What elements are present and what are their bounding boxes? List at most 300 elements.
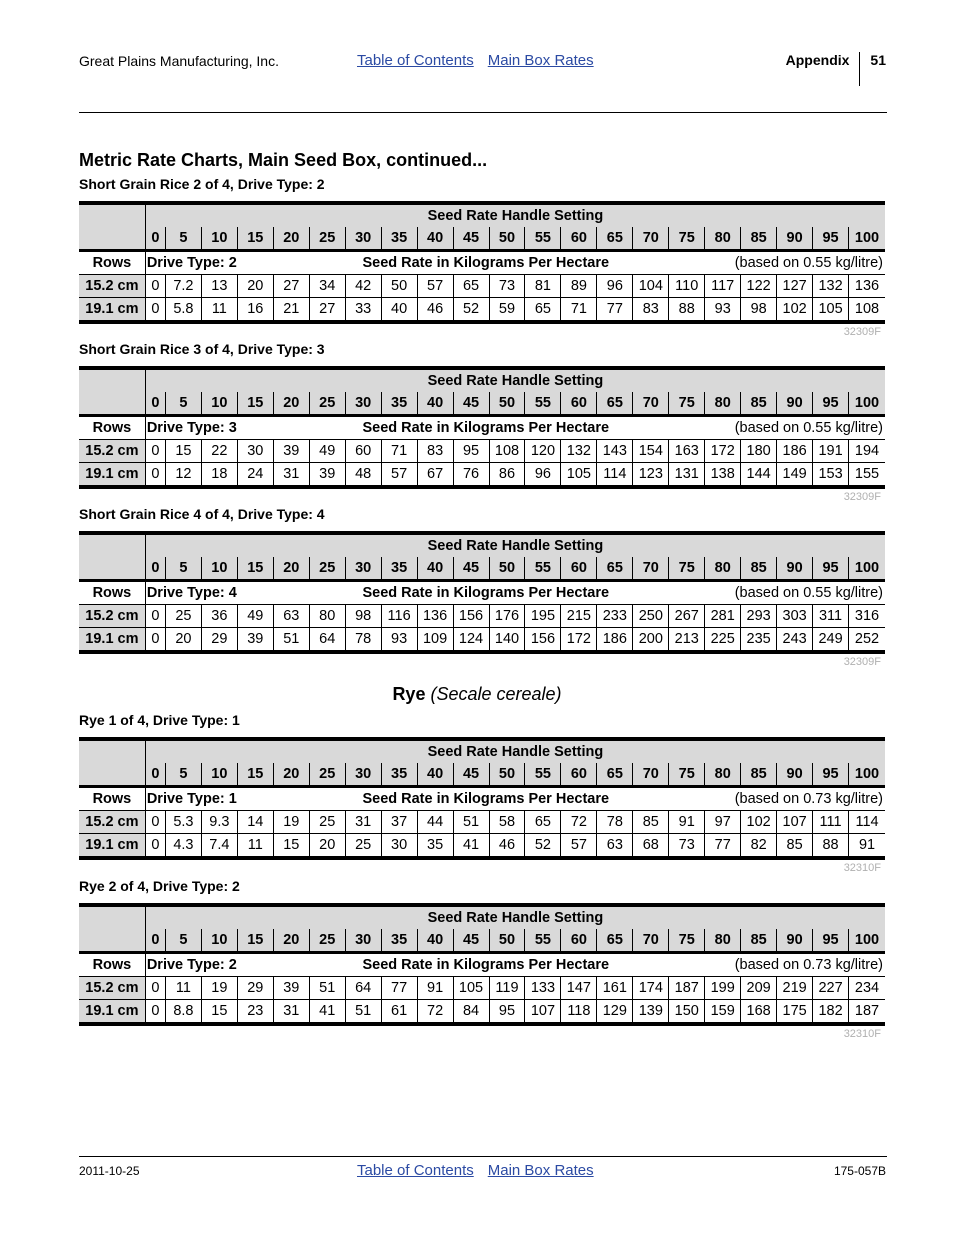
rate-value-cell: 98 — [345, 605, 381, 628]
rate-value-cell: 83 — [417, 440, 453, 463]
rate-value-cell: 27 — [273, 275, 309, 298]
handle-setting-header: 30 — [345, 557, 381, 581]
rate-value-cell: 97 — [705, 811, 741, 834]
rate-value-cell: 51 — [273, 628, 309, 653]
rate-value-cell: 48 — [345, 463, 381, 488]
footer-main-box-rates-link[interactable]: Main Box Rates — [487, 1162, 594, 1179]
rate-value-cell: 0 — [145, 463, 165, 488]
rate-value-cell: 138 — [705, 463, 741, 488]
rate-value-cell: 51 — [453, 811, 489, 834]
rate-value-cell: 114 — [597, 463, 633, 488]
rate-value-cell: 68 — [633, 834, 669, 859]
handle-setting-header: 80 — [705, 557, 741, 581]
handle-setting-header: 15 — [237, 929, 273, 953]
rate-value-cell: 46 — [417, 298, 453, 323]
row-spacing-label: 15.2 cm — [79, 440, 145, 463]
rate-value-cell: 39 — [273, 440, 309, 463]
rate-value-cell: 0 — [145, 298, 165, 323]
handle-setting-header: 85 — [741, 763, 777, 787]
handle-setting-header: 20 — [273, 929, 309, 953]
rate-value-cell: 85 — [777, 834, 813, 859]
handle-setting-header: 10 — [201, 227, 237, 251]
rate-value-cell: 111 — [813, 811, 849, 834]
rate-value-cell: 172 — [705, 440, 741, 463]
rate-value-cell: 8.8 — [165, 1000, 201, 1025]
rate-value-cell: 49 — [309, 440, 345, 463]
rate-value-cell: 116 — [381, 605, 417, 628]
rate-value-cell: 139 — [633, 1000, 669, 1025]
handle-setting-header: 5 — [165, 227, 201, 251]
drive-info-cell — [145, 416, 885, 440]
rate-value-cell: 91 — [858, 837, 876, 853]
rate-value-cell: 156 — [453, 605, 489, 628]
drive-info-cell — [145, 581, 885, 605]
rate-value-cell: 51 — [345, 1000, 381, 1025]
rate-value-cell: 316 — [854, 608, 880, 624]
rate-value-cell: 13 — [201, 275, 237, 298]
rate-value-cell: 143 — [597, 440, 633, 463]
rate-value-cell: 225 — [705, 628, 741, 653]
rate-value-cell: 7.2 — [165, 275, 201, 298]
drive-info — [147, 582, 883, 604]
table-subtitle: Short Grain Rice 3 of 4, Drive Type: 3 — [79, 341, 325, 357]
rate-value-cell: 25 — [165, 605, 201, 628]
rate-value-cell: 175 — [777, 1000, 813, 1025]
rate-value-cell: 0 — [145, 440, 165, 463]
handle-setting-header: 70 — [633, 763, 669, 787]
rate-value-cell: 191 — [813, 440, 849, 463]
handle-setting-header: 5 — [165, 557, 201, 581]
handle-setting-header: 80 — [705, 763, 741, 787]
handle-setting-header: 55 — [525, 763, 561, 787]
header-divider — [859, 52, 860, 86]
rate-value-cell: 40 — [381, 298, 417, 323]
header-main-box-rates-link[interactable]: Main Box Rates — [487, 52, 594, 69]
rate-table-block — [79, 340, 885, 503]
rate-value-cell: 73 — [489, 275, 525, 298]
row-spacing-label: 15.2 cm — [79, 977, 145, 1000]
rate-value-cell: 51 — [309, 977, 345, 1000]
handle-setting-header: 30 — [345, 763, 381, 787]
rate-value-cell: 136 — [417, 605, 453, 628]
rate-value-cell: 65 — [525, 811, 561, 834]
rate-value-cell: 149 — [777, 463, 813, 488]
drive-type-label: Drive Type: 3 — [146, 420, 237, 436]
drive-info-cell — [145, 953, 885, 977]
rate-value-cell: 293 — [741, 605, 777, 628]
handle-setting-header: 70 — [633, 929, 669, 953]
rate-value-cell: 0 — [145, 1000, 165, 1025]
rate-value-cell: 34 — [309, 275, 345, 298]
rate-value-cell: 108 — [489, 440, 525, 463]
rate-value-cell: 109 — [417, 628, 453, 653]
rate-value-cell: 15 — [165, 440, 201, 463]
handle-setting-header: 80 — [705, 227, 741, 251]
rate-value-cell: 78 — [597, 811, 633, 834]
rate-value-cell: 7.4 — [201, 834, 237, 859]
corner-cell — [79, 533, 145, 581]
seed-rate-unit-label: Seed Rate in Kilograms Per Hectare — [362, 957, 610, 973]
handle-setting-header: 5 — [165, 763, 201, 787]
rate-value-cell: 104 — [633, 275, 669, 298]
rate-value-cell: 200 — [633, 628, 669, 653]
rate-value-cell: 140 — [489, 628, 525, 653]
row-spacing-label: 15.2 cm — [79, 605, 145, 628]
rate-value-cell: 11 — [237, 834, 273, 859]
rate-table-block — [79, 175, 885, 338]
rate-value-cell: 187 — [854, 1003, 880, 1019]
rate-value-cell: 117 — [705, 275, 741, 298]
rate-value-cell: 5.3 — [165, 811, 201, 834]
handle-setting-header: 70 — [633, 227, 669, 251]
rate-value-cell: 249 — [813, 628, 849, 653]
rate-value-cell: 127 — [777, 275, 813, 298]
rate-value-cell: 58 — [489, 811, 525, 834]
rate-value-cell: 102 — [777, 298, 813, 323]
handle-settings-row — [79, 929, 885, 953]
rows-header: Rows — [79, 953, 145, 977]
rate-value-cell: 133 — [525, 977, 561, 1000]
footer-rule — [79, 1156, 887, 1157]
handle-setting-header: 75 — [669, 227, 705, 251]
handle-setting-header: 40 — [417, 763, 453, 787]
rate-value-cell: 123 — [633, 463, 669, 488]
drive-type-label: Drive Type: 1 — [146, 791, 237, 807]
handle-setting-header: 0 — [145, 763, 165, 787]
rate-value-cell: 33 — [345, 298, 381, 323]
rate-value-cell: 20 — [309, 834, 345, 859]
handle-setting-header: 100 — [849, 227, 885, 251]
rate-value-cell: 52 — [453, 298, 489, 323]
corner-cell — [79, 739, 145, 787]
rate-value-cell: 96 — [597, 275, 633, 298]
drive-type-row — [79, 416, 885, 440]
drive-info-cell — [145, 251, 885, 275]
handle-setting-header: 65 — [597, 392, 633, 416]
handle-setting-header: 35 — [381, 763, 417, 787]
rate-value-cell: 24 — [237, 463, 273, 488]
table-row — [79, 1000, 885, 1025]
handle-setting-header: 65 — [597, 929, 633, 953]
rate-value-cell: 11 — [201, 298, 237, 323]
handle-setting-header: 75 — [669, 392, 705, 416]
table-title-row — [79, 203, 885, 227]
page-header-right — [786, 52, 886, 86]
table-subtitle: Short Grain Rice 4 of 4, Drive Type: 4 — [79, 506, 325, 522]
handle-setting-header: 5 — [165, 392, 201, 416]
handle-setting-header: 95 — [813, 557, 849, 581]
handle-setting-header: 50 — [489, 557, 525, 581]
handle-setting-header: 85 — [741, 929, 777, 953]
rate-value-cell: 0 — [145, 977, 165, 1000]
rate-table — [79, 531, 885, 654]
rate-value-cell: 311 — [813, 605, 849, 628]
drive-type-row — [79, 251, 885, 275]
rows-header: Rows — [79, 787, 145, 811]
rate-value-cell: 81 — [525, 275, 561, 298]
rate-value-cell: 42 — [345, 275, 381, 298]
handle-settings-row — [79, 557, 885, 581]
rate-value-cell: 57 — [417, 275, 453, 298]
rate-value-cell: 281 — [705, 605, 741, 628]
rate-value-cell: 209 — [741, 977, 777, 1000]
rate-value-cell: 95 — [453, 440, 489, 463]
handle-setting-header: 55 — [525, 929, 561, 953]
footer-toc-link[interactable]: Table of Contents — [357, 1162, 474, 1179]
handle-setting-header: 45 — [453, 929, 489, 953]
header-toc-link[interactable]: Table of Contents — [357, 52, 474, 69]
rate-table-block — [79, 711, 885, 874]
rate-value-cell: 39 — [273, 977, 309, 1000]
rate-value-cell: 63 — [597, 834, 633, 859]
rate-value-cell: 91 — [669, 811, 705, 834]
rate-value-cell: 67 — [417, 463, 453, 488]
density-basis-label: (based on 0.73 kg/litre) — [734, 957, 883, 973]
rows-header: Rows — [79, 581, 145, 605]
rate-value-cell: 52 — [525, 834, 561, 859]
handle-setting-header: 20 — [273, 227, 309, 251]
rate-value-cell: 71 — [381, 440, 417, 463]
rate-value-cell: 39 — [237, 628, 273, 653]
rate-value-cell: 89 — [561, 275, 597, 298]
handle-setting-header: 95 — [813, 227, 849, 251]
handle-setting-header: 55 — [525, 557, 561, 581]
handle-setting-header: 35 — [381, 929, 417, 953]
rate-table-block — [79, 877, 885, 1040]
rate-value-cell: 21 — [273, 298, 309, 323]
table-title-row — [79, 368, 885, 392]
density-basis-label: (based on 0.55 kg/litre) — [734, 585, 883, 601]
rate-value-cell: 93 — [381, 628, 417, 653]
rate-value-cell: 98 — [741, 298, 777, 323]
figure-number: 32309F — [843, 491, 881, 503]
handle-setting-header: 65 — [597, 557, 633, 581]
table-row — [79, 605, 885, 628]
rate-value-cell: 105 — [453, 977, 489, 1000]
rate-value-cell: 80 — [309, 605, 345, 628]
rate-value-cell: 250 — [633, 605, 669, 628]
rate-value-cell: 174 — [633, 977, 669, 1000]
handle-setting-header: 90 — [777, 763, 813, 787]
rate-value-cell: 57 — [381, 463, 417, 488]
handle-setting-title: Seed Rate Handle Setting — [145, 739, 885, 763]
rate-value-cell: 243 — [777, 628, 813, 653]
section-name: Appendix — [785, 52, 850, 68]
rate-value-cell: 91 — [417, 977, 453, 1000]
table-row — [79, 834, 885, 859]
footer-links — [357, 1162, 608, 1179]
handle-setting-header: 75 — [669, 557, 705, 581]
rate-value-cell: 88 — [813, 834, 849, 859]
rate-value-cell: 61 — [381, 1000, 417, 1025]
drive-info-cell — [145, 787, 885, 811]
rye-section-heading — [0, 684, 954, 705]
header-rule — [79, 112, 887, 113]
crop-name: Rye — [392, 684, 426, 704]
rate-value-cell: 93 — [705, 298, 741, 323]
handle-setting-header: 70 — [633, 392, 669, 416]
handle-setting-header: 60 — [561, 929, 597, 953]
rate-value-cell: 14 — [237, 811, 273, 834]
table-subtitle: Rye 2 of 4, Drive Type: 2 — [79, 878, 240, 894]
rate-value-cell: 0 — [145, 834, 165, 859]
rate-value-cell: 199 — [705, 977, 741, 1000]
handle-setting-header: 85 — [741, 557, 777, 581]
rate-value-cell: 186 — [777, 440, 813, 463]
handle-setting-header: 90 — [777, 392, 813, 416]
handle-setting-header: 55 — [525, 227, 561, 251]
rate-value-cell: 88 — [669, 298, 705, 323]
rate-value-cell: 155 — [854, 466, 880, 482]
handle-setting-header: 15 — [237, 557, 273, 581]
rate-value-cell: 30 — [381, 834, 417, 859]
handle-setting-header: 75 — [669, 929, 705, 953]
handle-settings-row — [79, 763, 885, 787]
rate-value-cell: 215 — [561, 605, 597, 628]
rate-value-cell: 83 — [633, 298, 669, 323]
corner-cell — [79, 905, 145, 953]
rate-value-cell: 11 — [165, 977, 201, 1000]
rate-value-cell: 18 — [201, 463, 237, 488]
handle-setting-header: 85 — [741, 392, 777, 416]
rate-value-cell: 131 — [669, 463, 705, 488]
rate-value-cell: 182 — [813, 1000, 849, 1025]
row-spacing-label: 19.1 cm — [79, 628, 145, 653]
rate-value-cell: 36 — [201, 605, 237, 628]
rate-table-block — [79, 505, 885, 668]
table-title-row — [79, 905, 885, 929]
seed-rate-unit-label: Seed Rate in Kilograms Per Hectare — [362, 585, 610, 601]
drive-type-row — [79, 581, 885, 605]
rate-value-cell: 35 — [417, 834, 453, 859]
handle-setting-header: 0 — [145, 392, 165, 416]
rate-value-cell: 59 — [489, 298, 525, 323]
rate-value-cell: 114 — [855, 814, 879, 830]
handle-setting-header: 60 — [561, 392, 597, 416]
corner-cell — [79, 368, 145, 416]
rate-value-cell: 233 — [597, 605, 633, 628]
handle-setting-header: 10 — [201, 392, 237, 416]
handle-setting-header: 40 — [417, 227, 453, 251]
density-basis-label: (based on 0.55 kg/litre) — [734, 420, 883, 436]
rate-table — [79, 737, 885, 860]
rate-value-cell: 267 — [669, 605, 705, 628]
rate-value-cell: 107 — [525, 1000, 561, 1025]
seed-rate-unit-label: Seed Rate in Kilograms Per Hectare — [362, 255, 610, 271]
drive-type-row — [79, 787, 885, 811]
rate-value-cell: 107 — [777, 811, 813, 834]
handle-setting-header: 35 — [381, 227, 417, 251]
table-row — [79, 440, 885, 463]
table-subtitle: Short Grain Rice 2 of 4, Drive Type: 2 — [79, 176, 325, 192]
handle-setting-header: 95 — [813, 929, 849, 953]
drive-type-label: Drive Type: 4 — [146, 585, 237, 601]
handle-setting-header: 25 — [309, 929, 345, 953]
rate-value-cell: 82 — [741, 834, 777, 859]
rate-value-cell: 0 — [145, 628, 165, 653]
drive-type-label: Drive Type: 2 — [146, 255, 237, 271]
rate-value-cell: 110 — [669, 275, 705, 298]
handle-setting-header: 60 — [561, 227, 597, 251]
rate-value-cell: 186 — [597, 628, 633, 653]
rate-value-cell: 180 — [741, 440, 777, 463]
density-basis-label: (based on 0.55 kg/litre) — [734, 255, 883, 271]
rate-value-cell: 29 — [237, 977, 273, 1000]
rate-value-cell: 77 — [705, 834, 741, 859]
table-subtitle: Rye 1 of 4, Drive Type: 1 — [79, 712, 240, 728]
handle-setting-header: 65 — [597, 227, 633, 251]
rate-value-cell: 85 — [633, 811, 669, 834]
rate-value-cell: 154 — [633, 440, 669, 463]
rate-value-cell: 86 — [489, 463, 525, 488]
rate-value-cell: 303 — [777, 605, 813, 628]
rate-value-cell: 27 — [309, 298, 345, 323]
row-spacing-label: 19.1 cm — [79, 463, 145, 488]
handle-setting-header: 60 — [561, 763, 597, 787]
handle-setting-header: 10 — [201, 763, 237, 787]
row-spacing-label: 19.1 cm — [79, 298, 145, 323]
rate-value-cell: 124 — [453, 628, 489, 653]
rate-value-cell: 20 — [165, 628, 201, 653]
table-row — [79, 275, 885, 298]
crop-latin-name: (Secale cereale) — [430, 684, 562, 704]
handle-setting-header: 25 — [309, 557, 345, 581]
handle-setting-header: 60 — [561, 557, 597, 581]
handle-setting-header: 10 — [201, 929, 237, 953]
rate-value-cell: 219 — [777, 977, 813, 1000]
rate-value-cell: 120 — [525, 440, 561, 463]
rate-value-cell: 153 — [813, 463, 849, 488]
table-row — [79, 298, 885, 323]
rate-value-cell: 37 — [381, 811, 417, 834]
rate-value-cell: 187 — [669, 977, 705, 1000]
rate-value-cell: 9.3 — [201, 811, 237, 834]
rate-value-cell: 227 — [813, 977, 849, 1000]
handle-setting-header: 95 — [813, 392, 849, 416]
handle-setting-header: 80 — [705, 392, 741, 416]
handle-setting-header: 50 — [489, 929, 525, 953]
handle-setting-header: 20 — [273, 557, 309, 581]
rate-value-cell: 0 — [145, 275, 165, 298]
rate-value-cell: 64 — [345, 977, 381, 1000]
rate-value-cell: 122 — [741, 275, 777, 298]
rate-value-cell: 19 — [201, 977, 237, 1000]
figure-number: 32309F — [843, 326, 881, 338]
header-links — [357, 52, 608, 69]
page-title: Metric Rate Charts, Main Seed Box, continued... — [79, 150, 488, 170]
handle-setting-header: 30 — [345, 392, 381, 416]
drive-info — [147, 954, 883, 976]
handle-setting-header: 50 — [489, 227, 525, 251]
rate-value-cell: 16 — [237, 298, 273, 323]
row-spacing-label: 15.2 cm — [79, 811, 145, 834]
footer-date: 2011-10-25 — [79, 1164, 140, 1178]
rate-value-cell: 31 — [273, 463, 309, 488]
rate-value-cell: 71 — [561, 298, 597, 323]
rate-table — [79, 366, 885, 489]
rate-table — [79, 201, 885, 324]
footer-doc-number: 175-057B — [833, 1164, 886, 1178]
rate-value-cell: 41 — [453, 834, 489, 859]
handle-setting-header: 0 — [145, 227, 165, 251]
rate-value-cell: 235 — [741, 628, 777, 653]
figure-number: 32310F — [843, 862, 881, 874]
rate-value-cell: 118 — [561, 1000, 597, 1025]
handle-setting-header: 30 — [345, 227, 381, 251]
rate-value-cell: 15 — [201, 1000, 237, 1025]
rate-value-cell: 72 — [561, 811, 597, 834]
rate-value-cell: 161 — [597, 977, 633, 1000]
